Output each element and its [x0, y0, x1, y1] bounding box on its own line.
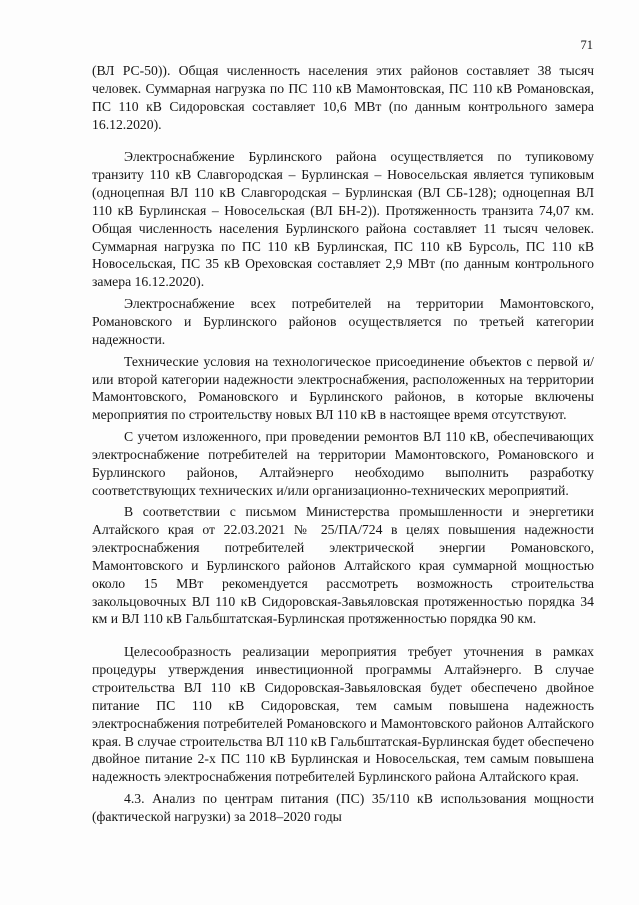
section-heading-4-3: 4.3. Анализ по центрам питания (ПС) 35/110 кВ использования мощности (фактической нагрузки) за 2018–2020 годы [92, 791, 594, 824]
page-number: 71 [580, 38, 593, 52]
paragraph-feasibility: Целесообразность реализации мероприятия требует уточнения в рамках процедуры утверждения инвестиционной программы Алтайэнерго. В случае строительства ВЛ 110 кВ Сидоровская-Завьяловская будет обеспечено двойное питание ПС 110 кВ Сидоровская, тем самым повышена надежность электроснабжения потребителей Романовского и Мамонтовского районов Алтайского края. В случае строительства ВЛ 110 кВ Гальбштатская-Бурлинская будет обеспечено двойное питание 2-х ПС 110 кВ Бурлинская и Новосельская, тем самым повышена надежность электроснабжения потребителей Бурлинского района Алтайского края. [92, 644, 594, 785]
document-body [92, 62, 594, 826]
paragraph-technical-conditions: Технические условия на технологическое присоединение объектов с первой и/или второй категории надежности электроснабжения, расположенных на территории Мамонтовского, Романовского и Бурлинского районов, в которые включены мероприятия по строительству новых ВЛ 110 кВ в настоящее время отсутствуют. [92, 353, 594, 423]
paragraph-reliability-category: Электроснабжение всех потребителей на территории Мамонтовского, Романовского и Бурлинского районов осуществляется по третьей категории надежности. [92, 296, 594, 347]
paragraph-repair-measures: С учетом изложенного, при проведении ремонтов ВЛ 110 кВ, обеспечивающих электроснабжение потребителей на территории Мамонтовского, Романовского и Бурлинского районов, Алтайэнерго необходимо выполнить разработку соответствующих технических и/или организационно-технических мероприятий. [92, 429, 594, 498]
paragraph-burlinsky-supply: Электроснабжение Бурлинского района осуществляется по тупиковому транзиту 110 кВ Славгородская – Бурлинская – Новосельская является тупиковым (одноцепная ВЛ 110 кВ Славгородская – Бурлинская (ВЛ СБ-128); одноцепная ВЛ 110 кВ Бурлинская – Новосельская (ВЛ БН-2)). Протяженность транзита 74,07 км. Общая численность населения Бурлинского района составляет 11 тысяч человек. Суммарная нагрузка по ПС 110 кВ Бурлинская, ПС 110 кВ Бурсоль, ПС 110 кВ Новосельская, ПС 35 кВ Ореховская составляет 2,9 МВт (по данным контрольного замера 16.12.2020). [92, 149, 594, 290]
paragraph-ministry-letter: В соответствии с письмом Министерства промышленности и энергетики Алтайского края от 22.03.2021 № 25/ПА/724 в целях повышения надежности электроснабжения потребителей электрической энергии Романовского, Мамонтовского и Бурлинского районов Алтайского края суммарной мощностью около 15 МВт рекомендуется рассмотреть возможность строительства закольцовочных ВЛ 110 кВ Сидоровская-Завьяловская протяженностью порядка 34 км и ВЛ 110 кВ Гальбштатская-Бурлинская протяженностью порядка 90 км. [92, 504, 594, 627]
paragraph-population-summary: (ВЛ РС-50)). Общая численность населения этих районов составляет 38 тысяч человек. Суммарная нагрузка по ПС 110 кВ Мамонтовская, ПС 110 кВ Романовская, ПС 110 кВ Сидоровская составляет 10,6 МВт (по данным контрольного замера 16.12.2020). [92, 63, 594, 132]
